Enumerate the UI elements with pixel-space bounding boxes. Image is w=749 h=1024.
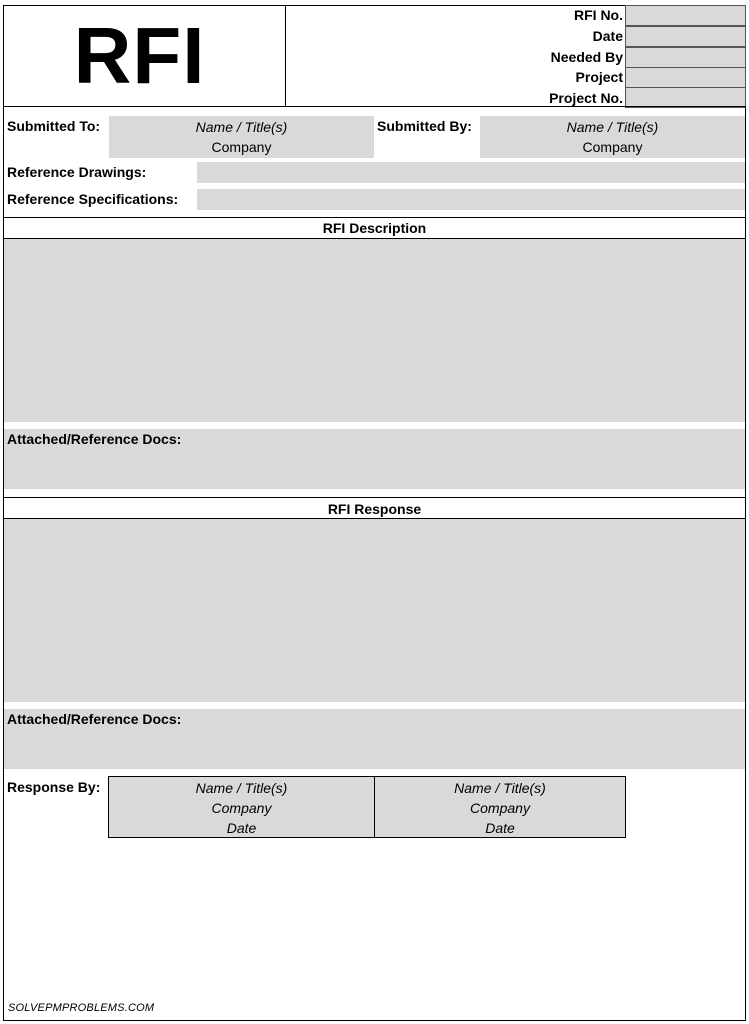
responder-1-field[interactable] xyxy=(108,776,375,838)
submitted-to-company: Company xyxy=(211,139,272,155)
footer-credit: SOLVEPMPROBLEMS.COM xyxy=(8,1002,155,1014)
reference-specifications-label: Reference Specifications: xyxy=(7,191,179,207)
reference-drawings-label: Reference Drawings: xyxy=(7,164,147,180)
responder-2-company: Company xyxy=(470,800,530,816)
needed-by-label: Needed By xyxy=(550,49,623,65)
project-label: Project xyxy=(575,69,623,85)
header-divider xyxy=(3,106,746,107)
response-by-label: Response By: xyxy=(7,779,101,795)
submitted-by-label: Submitted By: xyxy=(377,118,472,134)
rfi-response-field[interactable] xyxy=(4,519,745,702)
project-no-label: Project No. xyxy=(549,90,623,106)
rfi-response-heading: RFI Response xyxy=(327,501,422,517)
project-field[interactable] xyxy=(625,67,746,88)
submitted-to-name: Name / Title(s) xyxy=(195,119,288,135)
reference-drawings-field[interactable] xyxy=(197,162,745,183)
submitted-to-field[interactable] xyxy=(109,116,374,158)
response-attached-docs-label: Attached/Reference Docs: xyxy=(7,711,182,727)
submitted-by-field[interactable] xyxy=(480,116,745,158)
project-no-field[interactable] xyxy=(625,87,746,108)
divider xyxy=(3,497,746,498)
date-field[interactable] xyxy=(625,26,746,47)
submitted-by-company: Company xyxy=(582,139,643,155)
rfi-no-label: RFI No. xyxy=(574,7,623,23)
responder-2-date: Date xyxy=(485,820,515,836)
date-label: Date xyxy=(592,28,623,44)
responder-2-field[interactable] xyxy=(374,776,626,838)
reference-specifications-field[interactable] xyxy=(197,189,745,210)
submitted-to-label: Submitted To: xyxy=(7,118,101,134)
needed-by-field[interactable] xyxy=(625,47,746,68)
description-attached-docs-label: Attached/Reference Docs: xyxy=(7,431,182,447)
responder-1-name: Name / Title(s) xyxy=(195,780,288,796)
form-title: RFI xyxy=(73,11,206,100)
responder-1-company: Company xyxy=(211,800,272,816)
submitted-by-name: Name / Title(s) xyxy=(566,119,659,135)
responder-1-date: Date xyxy=(226,820,257,836)
rfi-description-heading: RFI Description xyxy=(322,220,427,236)
rfi-description-field[interactable] xyxy=(4,239,745,422)
rfi-no-field[interactable] xyxy=(625,5,746,26)
responder-2-name: Name / Title(s) xyxy=(454,780,546,796)
